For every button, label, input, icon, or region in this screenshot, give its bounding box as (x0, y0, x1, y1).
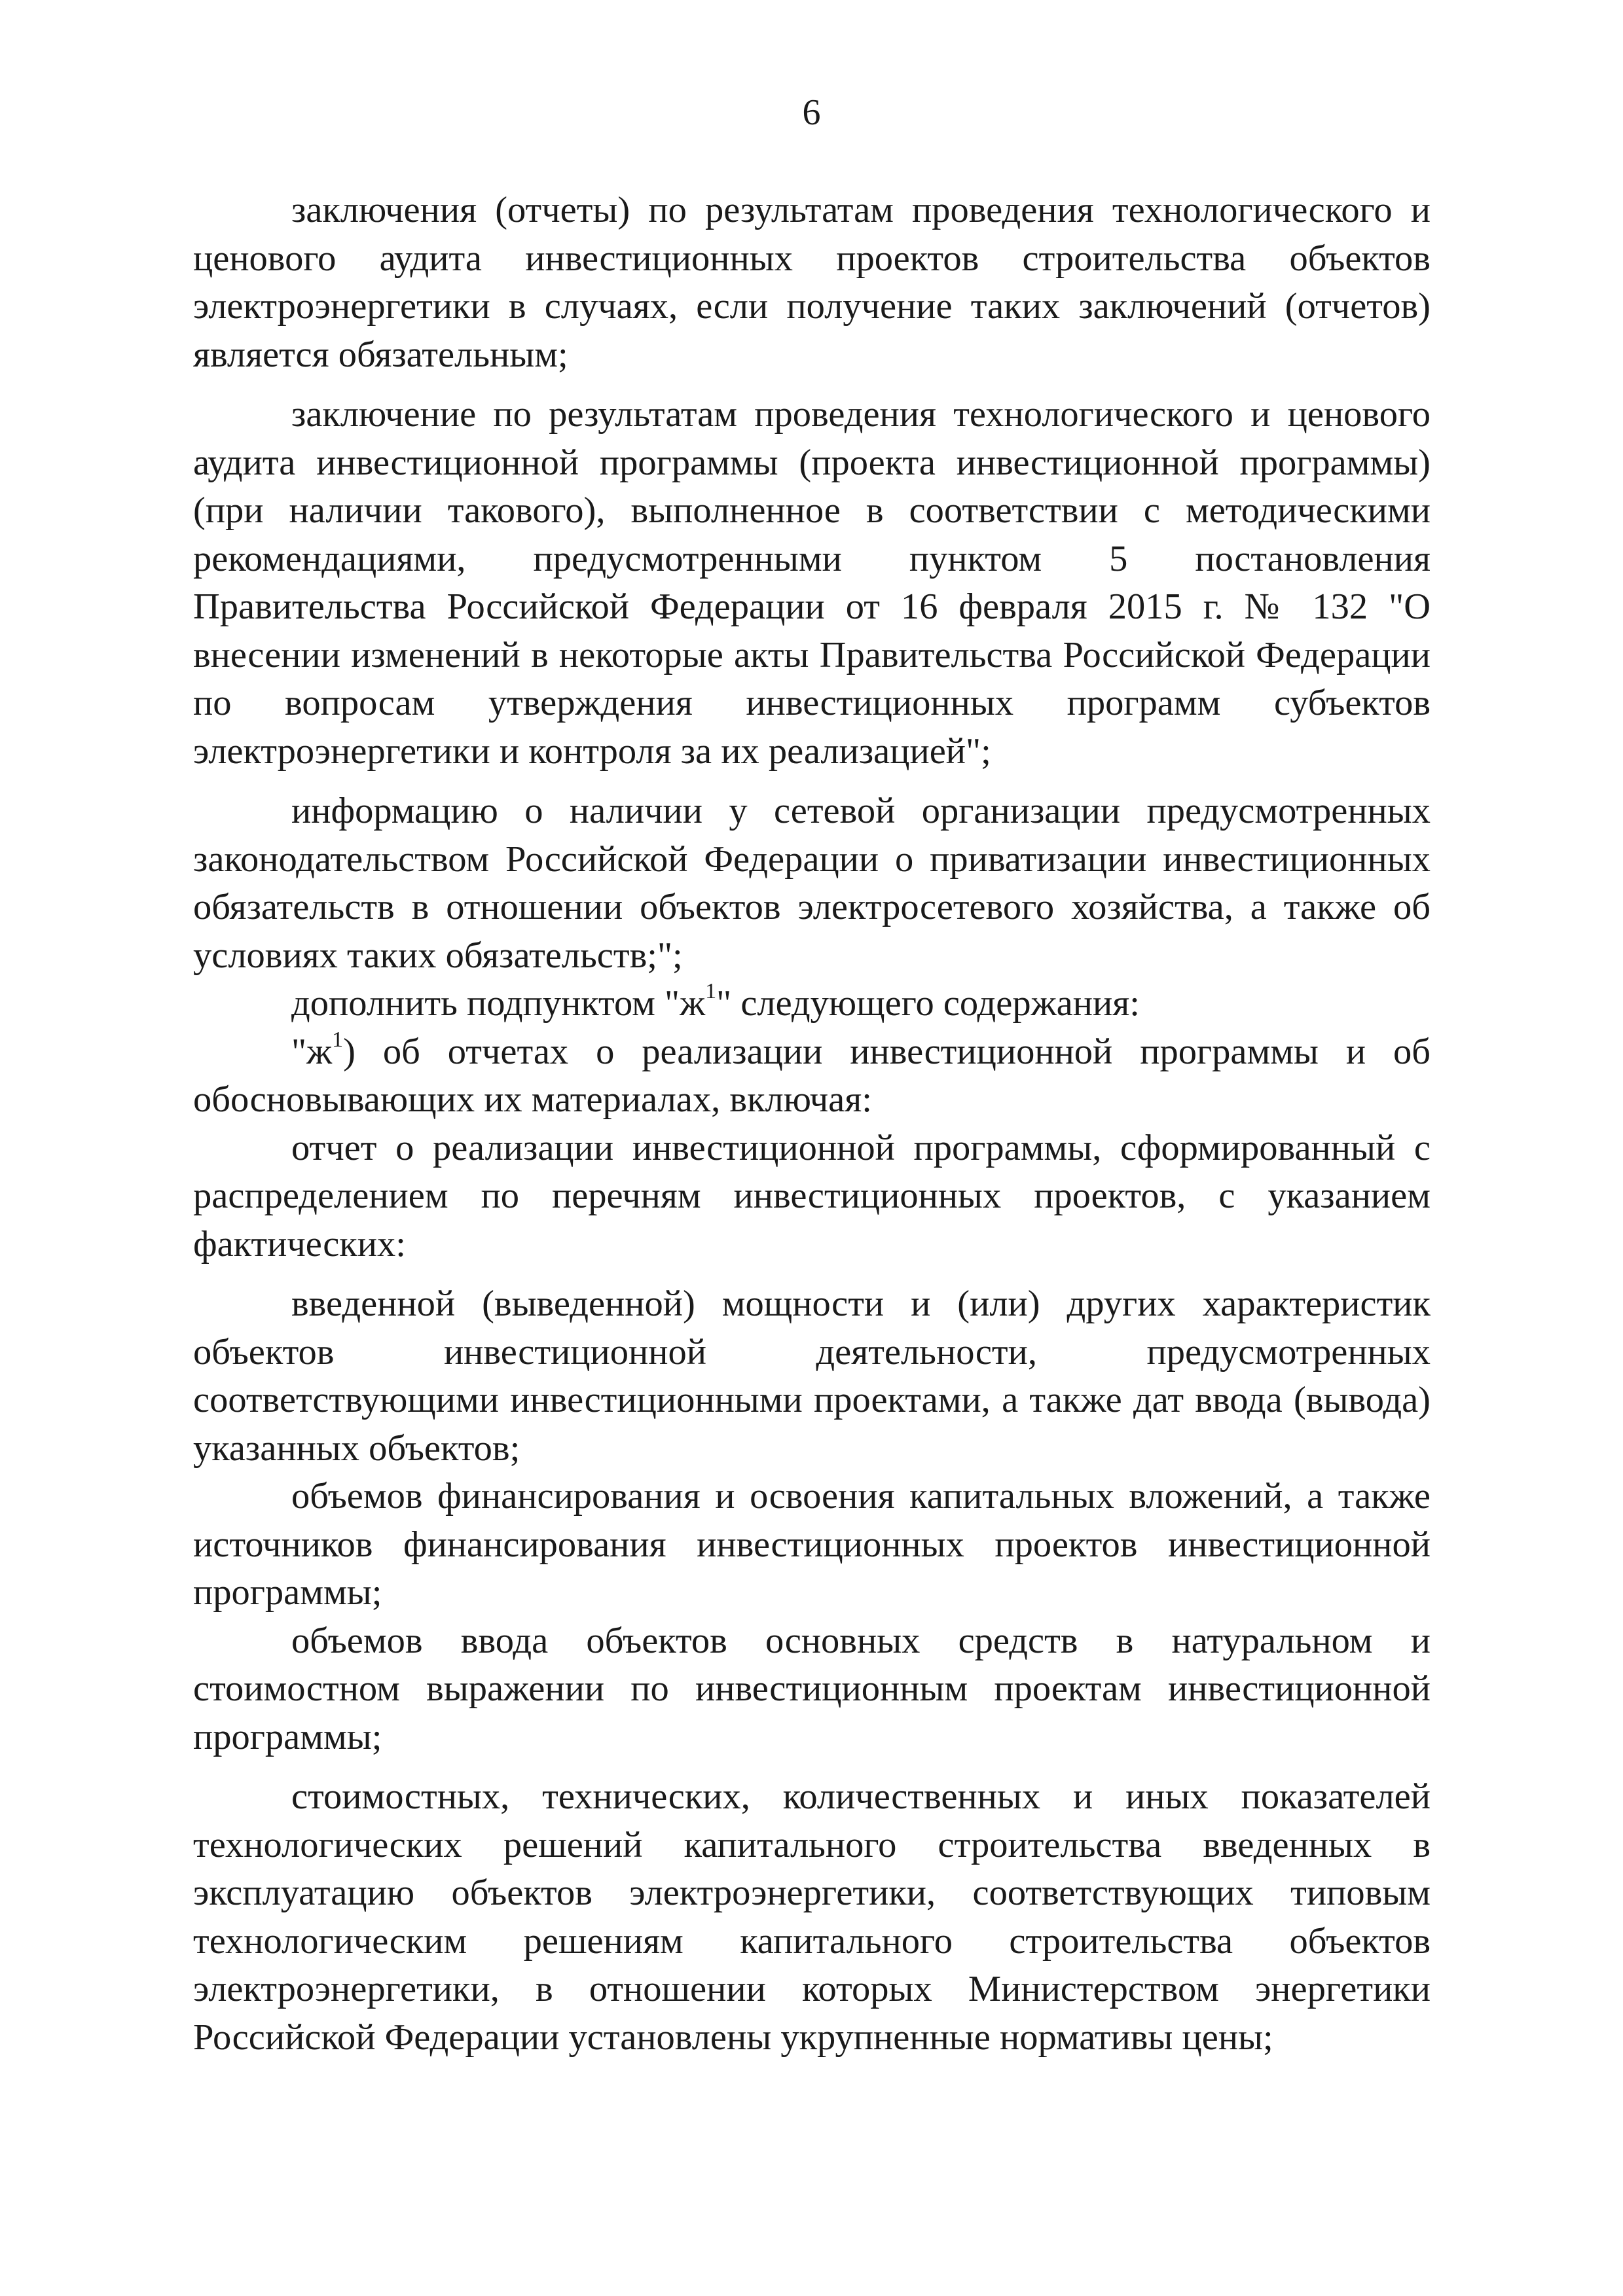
subclause-label: "ж (291, 1031, 333, 1072)
paragraph-capacity: введенной (выведенной) мощности и (или) других характеристик объектов инвестиционной деятельности, предусмотренных соответствующими инвестиционными проектами, а также дат ввода (вывода) указанных объектов; (193, 1283, 1431, 1469)
paragraph-add-subclause (193, 980, 1431, 1028)
superscript-one: 1 (705, 979, 717, 1003)
subclause-intro-text: дополнить подпунктом "ж (291, 983, 706, 1024)
superscript-one: 1 (332, 1027, 344, 1052)
paragraph-privatization-info: информацию о наличии у сетевой организации предусмотренных законодательством Российской Федерации о приватизации инвестиционных обязательств в отношении объектов электросетевого хозяйства, а также об условиях таких обязательств;"; (193, 791, 1431, 976)
paragraph-audit-conclusion: заключение по результатам проведения технологического и ценового аудита инвестиционной программы (проекта инвестиционной программы) (при наличии такового), выполненное в соответствии с методическими рекомендациями, предусмотренными пунктом 5 постановления Правительства Российской Федерации от 16 февраля 2015 г. № 132 "О внесении изменений в некоторые акты Правительства Российской Федерации по вопросам утверждения инвестиционных программ субъектов электроэнергетики и контроля за их реализацией"; (193, 394, 1431, 772)
paragraph-subclause-zh1 (193, 1028, 1431, 1124)
paragraph-fixed-assets: объемов ввода объектов основных средств в натуральном и стоимостном выражении по инвестиционным проектам инвестиционной программы; (193, 1620, 1431, 1757)
paragraph-audit-reports: заключения (отчеты) по результатам проведения технологического и ценового аудита инвестиционных проектов строительства объектов электроэнергетики в случаях, если получение таких заключений (отчетов) является обязательным; (193, 190, 1431, 375)
paragraph-report-program: отчет о реализации инвестиционной программы, сформированный с распределением по перечням инвестиционных проектов, с указанием фактических: (193, 1127, 1431, 1265)
page-number: 6 (802, 92, 821, 133)
paragraph-indicators: стоимостных, технических, количественных и иных показателей технологических решений капитального строительства введенных в эксплуатацию объектов электроэнергетики, соответствующих типовым технологическим решениям капитального строительства объектов электроэнергетики, в отношении которых Министерством энергетики Российской Федерации установлены укрупненные нормативы цены; (193, 1776, 1431, 2058)
subclause-text: ) об отчетах о реализации инвестиционной программы и об обосновывающих их материалах, включая: (193, 1031, 1431, 1120)
paragraph-financing: объемов финансирования и освоения капитальных вложений, а также источников финансирования инвестиционных проектов инвестиционной программы; (193, 1476, 1431, 1613)
subclause-intro-tail: " следующего содержания: (716, 983, 1140, 1024)
document-body (193, 187, 1431, 2062)
